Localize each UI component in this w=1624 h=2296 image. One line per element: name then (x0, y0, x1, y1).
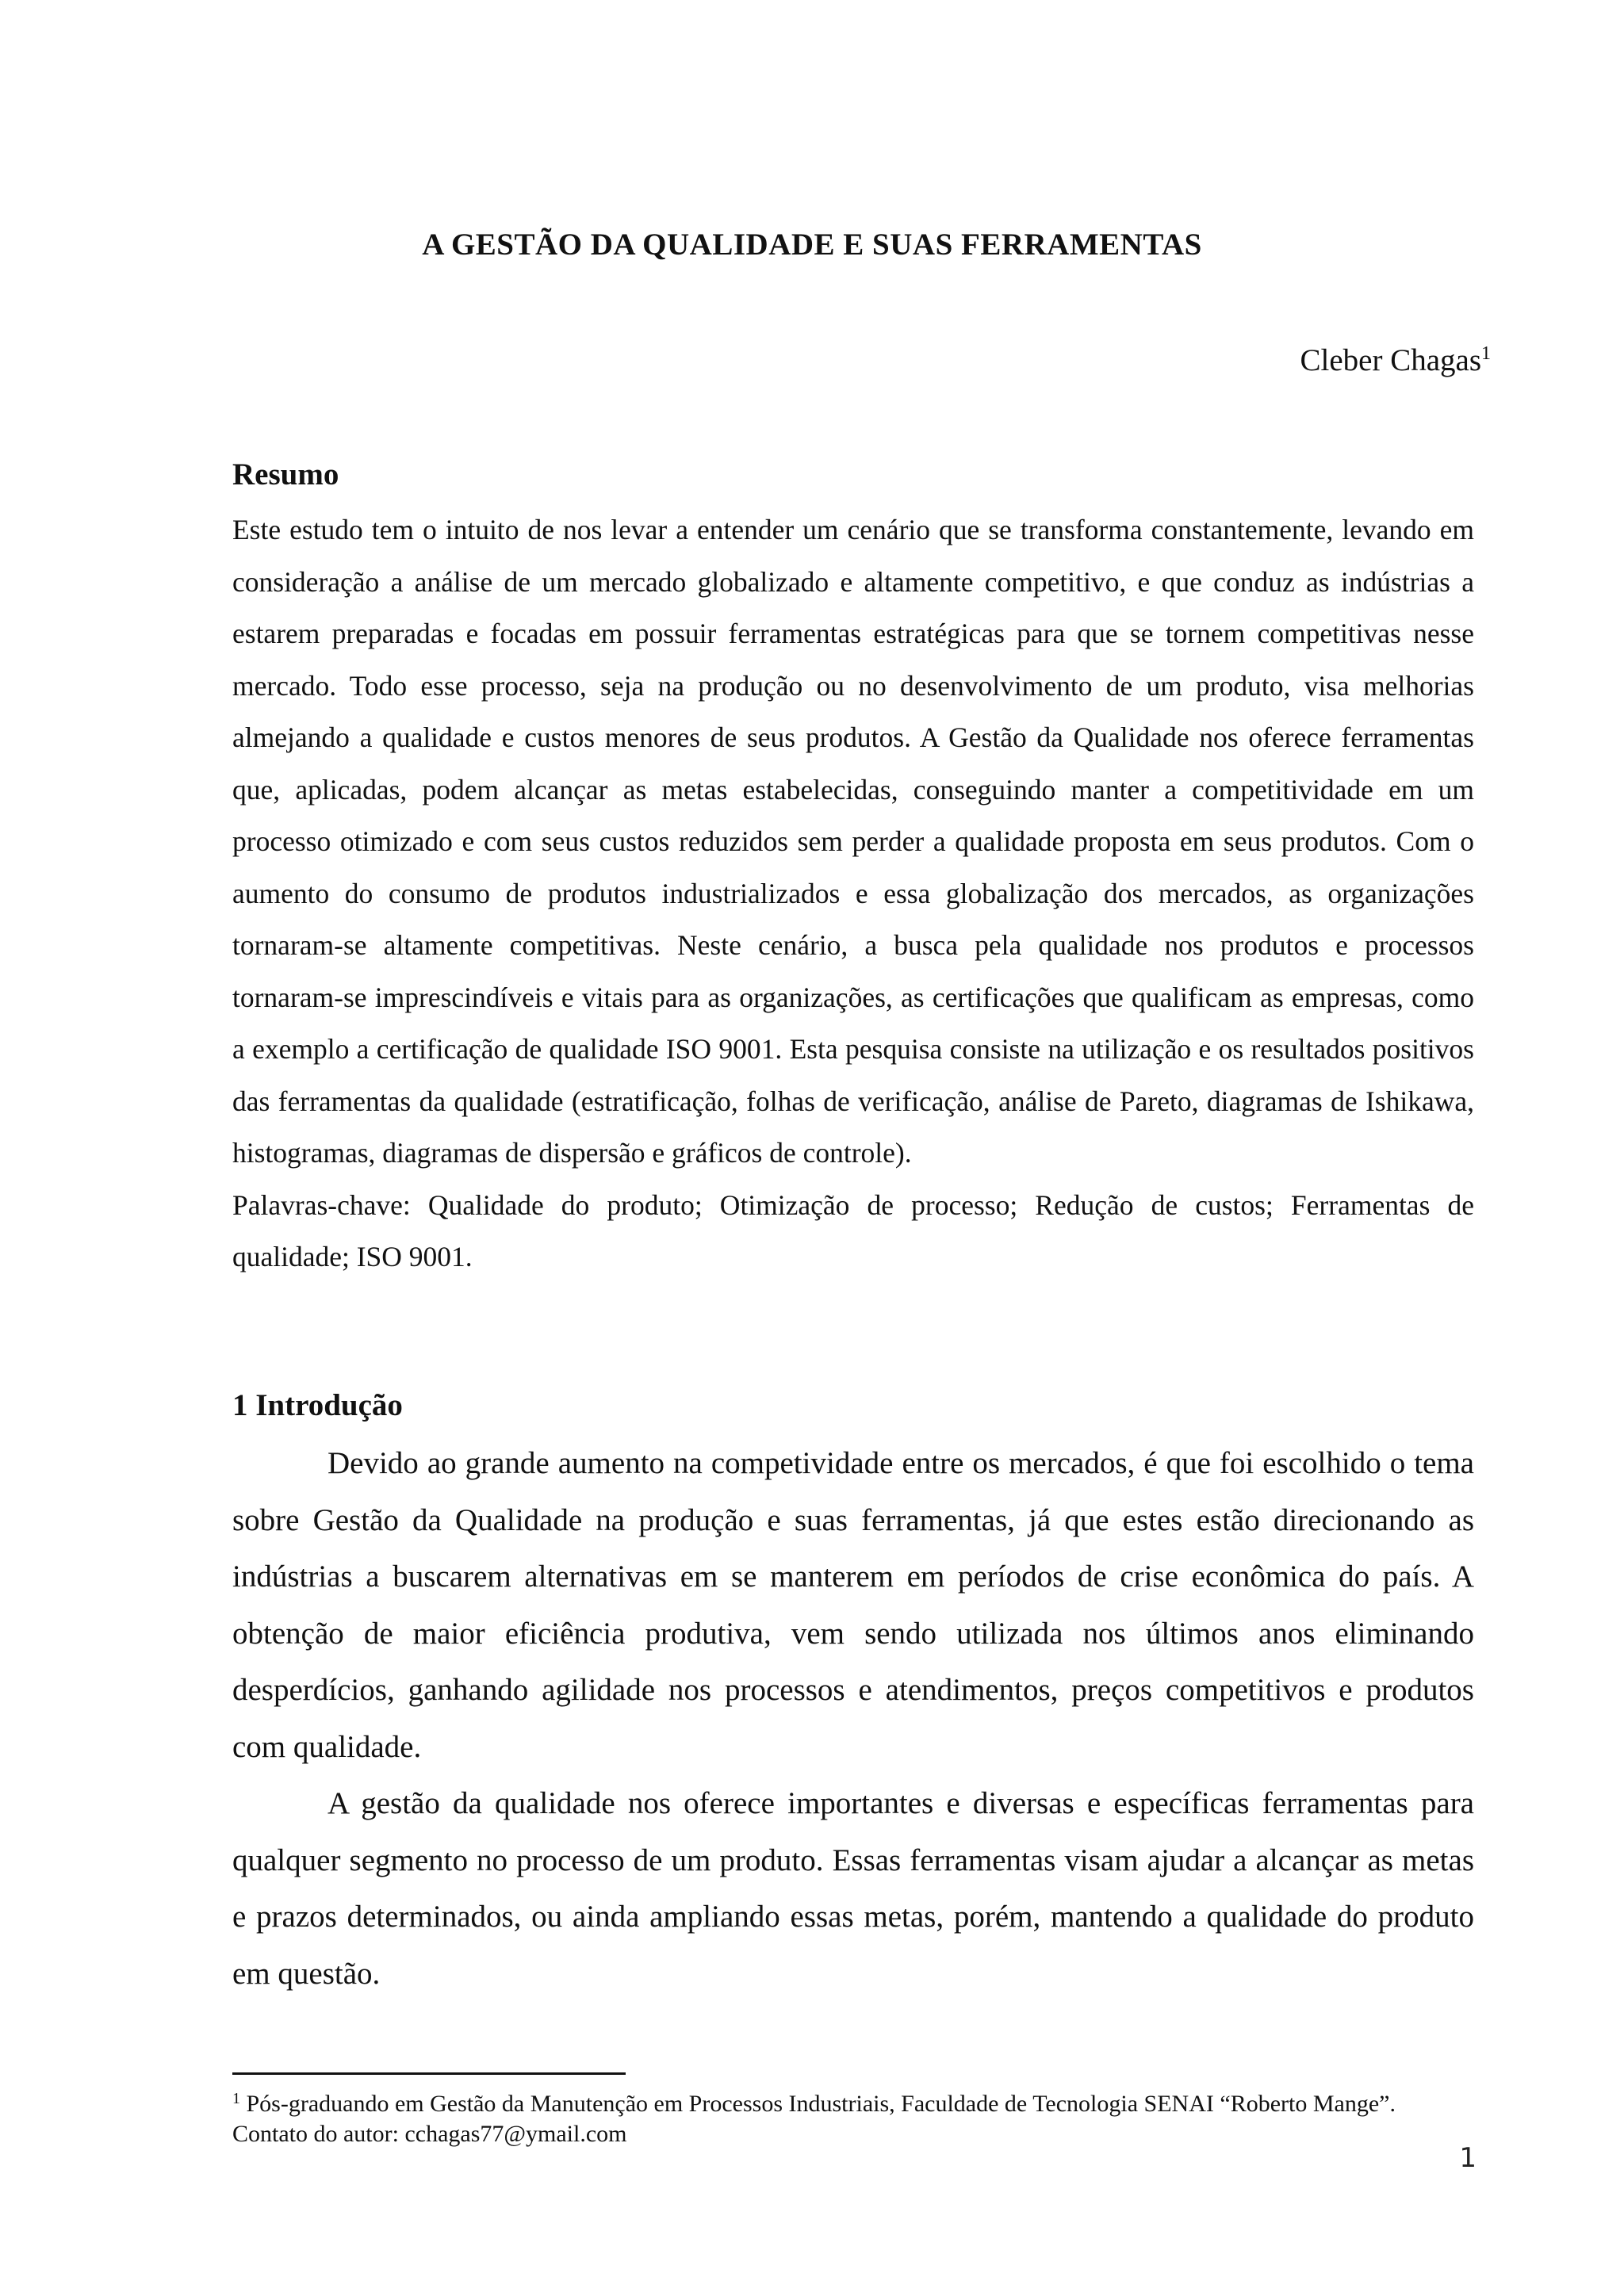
author-line (0, 342, 1491, 378)
author-footnote-mark: 1 (1481, 343, 1491, 364)
footnote-divider (232, 2072, 626, 2075)
abstract-heading: Resumo (232, 457, 339, 492)
introduction-paragraph: A gestão da qualidade nos oferece importantes e diversas e específicas ferramentas para qualquer segmento no processo de um produto. Essas ferramentas visam ajudar a alcançar as metas e prazos determinados, ou ainda ampliando essas metas, porém, mantendo a qualidade do produto em questão. (232, 1786, 1474, 1991)
page-number: 1 (1459, 2142, 1477, 2174)
abstract-section (232, 504, 1474, 1284)
keywords-text: Palavras-chave: Qualidade do produto; Otimização de processo; Redução de custos; Ferramentas de qualidade; ISO 9001. (232, 1188, 1474, 1272)
introduction-heading: 1 Introdução (232, 1388, 403, 1422)
footnote-mark: 1 (232, 2090, 240, 2107)
author-name: Cleber Chagas (1300, 343, 1481, 377)
footnote (232, 2084, 1474, 2149)
introduction-paragraph: Devido ao grande aumento na competividade entre os mercados, é que foi escolhido o tema sobre Gestão da Qualidade na produção e suas ferramentas, já que estes estão direcionando as indústrias a buscarem alternativas em se manterem em períodos de crise econômica do país. A obtenção de maior eficiência produtiva, vem sendo utilizada nos últimos anos eliminando desperdícios, ganhando agilidade nos processos e atendimentos, preços competitivos e produtos com qualidade. (232, 1446, 1474, 1764)
footnote-text: Pós-graduando em Gestão da Manutenção em Processos Industriais, Faculdade de Tecnologia SENAI “Roberto Mange”. Contato do autor: cchagas77@ymail.com (232, 2091, 1396, 2147)
introduction-section (232, 1435, 1474, 2002)
abstract-text: Este estudo tem o intuito de nos levar a entender um cenário que se transforma constantemente, levando em consideração a análise de um mercado globalizado e altamente competitivo, e que conduz as indústrias a estarem preparadas e focadas em possuir ferramentas estratégicas para que se tornem competitivas nesse mercado. Todo esse processo, seja na produção ou no desenvolvimento de um produto, visa melhorias almejando a qualidade e custos menores de seus produtos. A Gestão da Qualidade nos oferece ferramentas que, aplicadas, podem alcançar as metas estabelecidas, conseguindo manter a competitividade em um processo otimizado e com seus custos reduzidos sem perder a qualidade proposta em seus produtos. Com o aumento do consumo de produtos industrializados e essa globalização dos mercados, as organizações tornaram-se altamente competitivas. Neste cenário, a busca pela qualidade nos produtos e processos tornaram-se imprescindíveis e vitais para as organizações, as certificações que qualificam as empresas, como a exemplo a certificação de qualidade ISO 9001. Esta pesquisa consiste na utilização e os resultados positivos das ferramentas da qualidade (estratificação, folhas de verificação, análise de Pareto, diagramas de Ishikawa, histogramas, diagramas de dispersão e gráficos de controle). (232, 514, 1474, 1169)
paper-title: A GESTÃO DA QUALIDADE E SUAS FERRAMENTAS (422, 228, 1202, 262)
